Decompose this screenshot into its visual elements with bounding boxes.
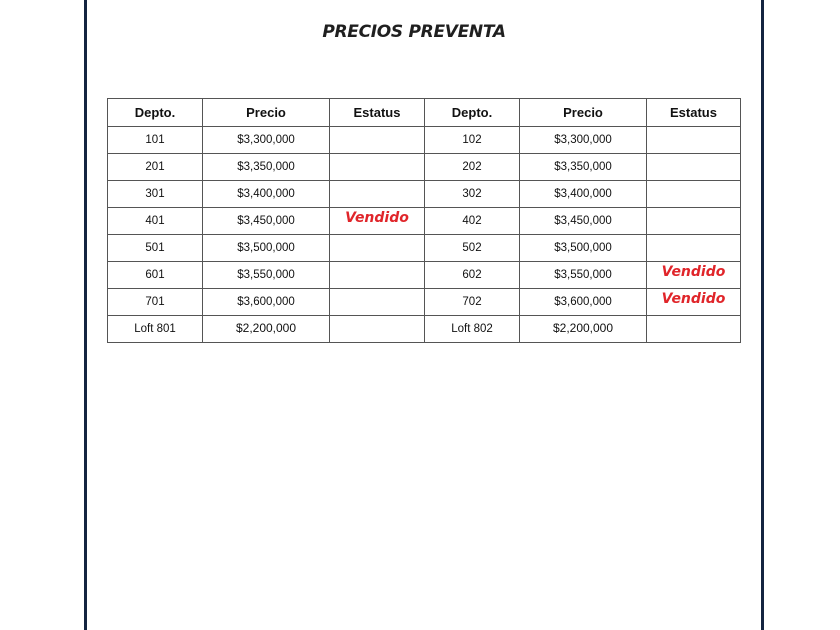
price-cell: $3,400,000 (520, 181, 647, 208)
price-cell: $3,300,000 (520, 127, 647, 154)
depto-cell: 701 (108, 289, 203, 316)
depto-cell: 101 (108, 127, 203, 154)
status-cell (330, 181, 425, 208)
price-cell: $3,500,000 (520, 235, 647, 262)
table-row (108, 262, 741, 289)
price-cell: $3,450,000 (520, 208, 647, 235)
price-cell: $3,550,000 (520, 262, 647, 289)
status-cell (647, 262, 741, 289)
table-row (108, 235, 741, 262)
status-cell (647, 181, 741, 208)
price-cell: $3,450,000 (203, 208, 330, 235)
depto-cell: 601 (108, 262, 203, 289)
status-cell (647, 316, 741, 343)
page-title: PRECIOS PREVENTA (322, 22, 506, 42)
status-cell (647, 154, 741, 181)
header-precio-right: Precio (520, 99, 647, 127)
depto-cell: 401 (108, 208, 203, 235)
table-row (108, 181, 741, 208)
price-cell: $2,200,000 (203, 316, 330, 343)
depto-cell: Loft 802 (425, 316, 520, 343)
price-table (107, 98, 741, 343)
depto-cell: 402 (425, 208, 520, 235)
depto-cell: 102 (425, 127, 520, 154)
status-cell (330, 235, 425, 262)
header-estatus-right: Estatus (647, 99, 741, 127)
status-cell (647, 235, 741, 262)
price-cell: $3,550,000 (203, 262, 330, 289)
table-row (108, 208, 741, 235)
status-sold-label: Vendido (345, 210, 409, 226)
status-cell (330, 154, 425, 181)
table-row (108, 289, 741, 316)
depto-cell: 502 (425, 235, 520, 262)
table-header-row (108, 99, 741, 127)
price-cell: $3,300,000 (203, 127, 330, 154)
price-cell: $3,600,000 (520, 289, 647, 316)
price-cell: $3,400,000 (203, 181, 330, 208)
price-cell: $3,350,000 (203, 154, 330, 181)
depto-cell: 702 (425, 289, 520, 316)
depto-cell: 301 (108, 181, 203, 208)
status-cell (330, 316, 425, 343)
status-cell (330, 262, 425, 289)
header-precio-left: Precio (203, 99, 330, 127)
table-row (108, 316, 741, 343)
table-row (108, 127, 741, 154)
price-cell: $3,350,000 (520, 154, 647, 181)
depto-cell: 201 (108, 154, 203, 181)
price-cell: $2,200,000 (520, 316, 647, 343)
status-cell (647, 289, 741, 316)
table-row (108, 154, 741, 181)
header-depto-left: Depto. (108, 99, 203, 127)
status-cell (330, 208, 425, 235)
header-depto-right: Depto. (425, 99, 520, 127)
header-estatus-left: Estatus (330, 99, 425, 127)
status-cell (330, 289, 425, 316)
depto-cell: 302 (425, 181, 520, 208)
price-cell: $3,500,000 (203, 235, 330, 262)
status-cell (330, 127, 425, 154)
price-cell: $3,600,000 (203, 289, 330, 316)
depto-cell: 202 (425, 154, 520, 181)
depto-cell: Loft 801 (108, 316, 203, 343)
depto-cell: 602 (425, 262, 520, 289)
status-cell (647, 127, 741, 154)
status-cell (647, 208, 741, 235)
status-sold-label: Vendido (661, 264, 726, 280)
status-sold-label: Vendido (661, 291, 726, 307)
depto-cell: 501 (108, 235, 203, 262)
